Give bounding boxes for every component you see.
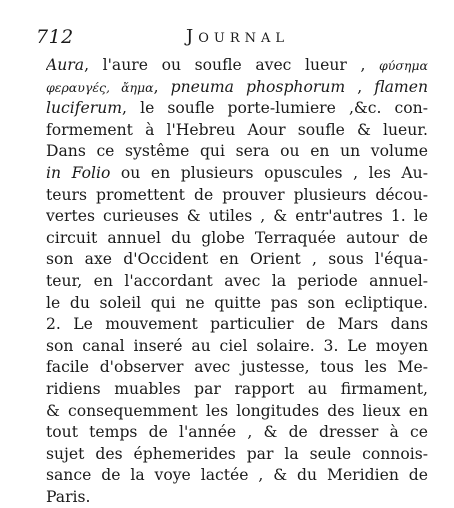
page-header: [36, 26, 426, 50]
page-number: 712: [36, 26, 74, 48]
text-run: Dans ce systême qui sera ou en un volume: [46, 142, 428, 161]
text-line: [46, 163, 428, 185]
text-run: Paris.: [46, 487, 91, 506]
text-line: [46, 141, 428, 163]
text-run: son canal inseré au ciel solaire. 3. Le moyen: [46, 336, 428, 355]
text-run: facile d'observer avec justesse, tous les Me-: [46, 358, 428, 377]
text-run: ou en plusieurs opuscules , les Au-: [110, 163, 428, 182]
text-line: [46, 314, 428, 336]
text-line: [46, 336, 428, 358]
text-line: [46, 422, 428, 444]
text-run: sujet des éphemerides par la seule connois-: [46, 444, 428, 463]
text-run: ,: [153, 77, 171, 96]
text-run: teurs promettent de prouver plusieurs décou-: [46, 185, 428, 204]
text-run: vertes curieuses & utiles , & entr'autres 1. le: [46, 207, 428, 226]
text-run: , le soufle porte-lumiere ,&c. con-: [122, 99, 428, 118]
text-line: [46, 98, 428, 120]
text-line: [46, 271, 428, 293]
text-run: ,: [345, 77, 375, 96]
text-line: [46, 357, 428, 379]
text-line: [46, 120, 428, 142]
text-run: 2. Le mouvement particulier de Mars dans: [46, 315, 428, 334]
text-line: [46, 487, 428, 508]
text-run: & consequemment les longitudes des lieux en: [46, 401, 428, 420]
text-run: formement à l'Hebreu Aour soufle & lueur.: [46, 120, 428, 139]
text-run: son axe d'Occident en Orient , sous l'équa-: [46, 250, 428, 269]
greek-text: φεραυγές, ἄημα: [46, 79, 154, 95]
italic-text: Aura: [46, 56, 85, 74]
text-run: tout temps de l'année , & de dresser à ce: [46, 423, 428, 442]
body-text: [46, 55, 428, 508]
text-run: teur, en l'accordant avec la periode annuel-: [46, 271, 428, 290]
running-head: Journal: [186, 26, 290, 47]
text-line: [46, 379, 428, 401]
text-line: [46, 401, 428, 423]
text-line: [46, 228, 428, 250]
text-run: circuit annuel du globe Terraquée autour de: [46, 228, 428, 247]
text-run: , l'aure ou soufle avec lueur ,: [84, 56, 380, 74]
text-line: [46, 206, 428, 228]
text-line: [46, 465, 428, 487]
italic-text: pneuma phosphorum: [170, 77, 346, 96]
text-line: [46, 293, 428, 315]
text-run: ridiens muables par rapport au firmament,: [46, 379, 428, 398]
italic-text: flamen: [374, 77, 428, 96]
italic-text: luciferum: [46, 99, 123, 118]
text-run: le du soleil qui ne quitte pas son ecliptique.: [46, 293, 428, 312]
greek-text: φύσημα: [379, 58, 428, 73]
text-line: [46, 55, 428, 77]
text-run: sance de la voye lactée , & du Meridien de: [46, 466, 428, 485]
text-line: [46, 249, 428, 271]
text-line: [46, 77, 428, 99]
italic-text: in Folio: [46, 163, 111, 182]
text-line: [46, 185, 428, 207]
text-line: [46, 444, 428, 466]
